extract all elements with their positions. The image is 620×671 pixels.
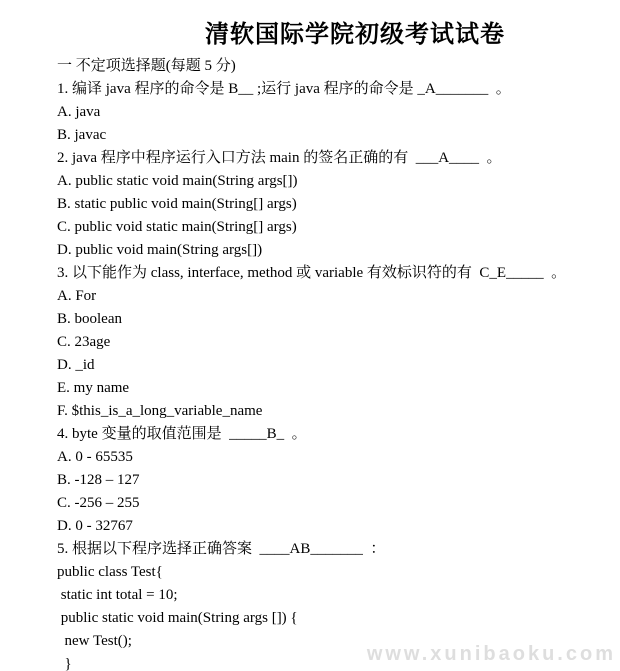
watermark: www.xunibaoku.com [366, 643, 616, 665]
question-4-option-b: B. -128 – 127 [57, 472, 140, 488]
question-3-option-f: F. $this_is_a_long_variable_name [57, 403, 263, 419]
question-3-option-a: A. For [57, 288, 97, 304]
question-2-text: 2. java 程序中程序运行入口方法 main 的签名正确的有 ___A____ 。 [57, 150, 502, 166]
question-3-text: 3. 以下能作为 class, interface, method 或 variable 有效标识符的有 C_E_____ 。 [57, 265, 567, 281]
page-title: 清软国际学院初级考试试卷 [205, 22, 505, 48]
question-3-option-e: E. my name [57, 380, 130, 396]
question-5-code-line-3: public static void main(String args []) { [57, 610, 298, 626]
question-4-text: 4. byte 变量的取值范围是 _____B_ 。 [57, 426, 307, 442]
question-5-code-line-1: public class Test{ [57, 564, 163, 580]
question-2-option-d: D. public void main(String args[]) [57, 242, 263, 258]
question-5-text: 5. 根据以下程序选择正确答案 ____AB_______ ： [57, 541, 386, 557]
question-4-option-d: D. 0 - 32767 [57, 518, 133, 534]
question-4-option-c: C. -256 – 255 [57, 495, 140, 511]
question-2-option-c: C. public void static main(String[] args) [57, 219, 297, 235]
question-3-option-b: B. boolean [57, 311, 122, 327]
section-header: 一 不定项选择题(每题 5 分) [57, 58, 236, 74]
question-2-option-b: B. static public void main(String[] args) [57, 196, 297, 212]
question-3-option-d: D. _id [57, 357, 95, 373]
question-5-code-line-5: } [57, 656, 72, 671]
question-5-code-line-4: new Test(); [57, 633, 132, 649]
question-2-option-a: A. public static void main(String args[]) [57, 173, 298, 189]
question-1-text: 1. 编译 java 程序的命令是 B__ ;运行 java 程序的命令是 _A_______ 。 [57, 81, 511, 97]
question-5-code-line-2: static int total = 10; [57, 587, 178, 603]
question-3-option-c: C. 23age [57, 334, 111, 350]
question-1-option-b: B. javac [57, 127, 107, 143]
question-4-option-a: A. 0 - 65535 [57, 449, 133, 465]
exam-content [57, 55, 614, 671]
question-1-option-a: A. java [57, 104, 101, 120]
